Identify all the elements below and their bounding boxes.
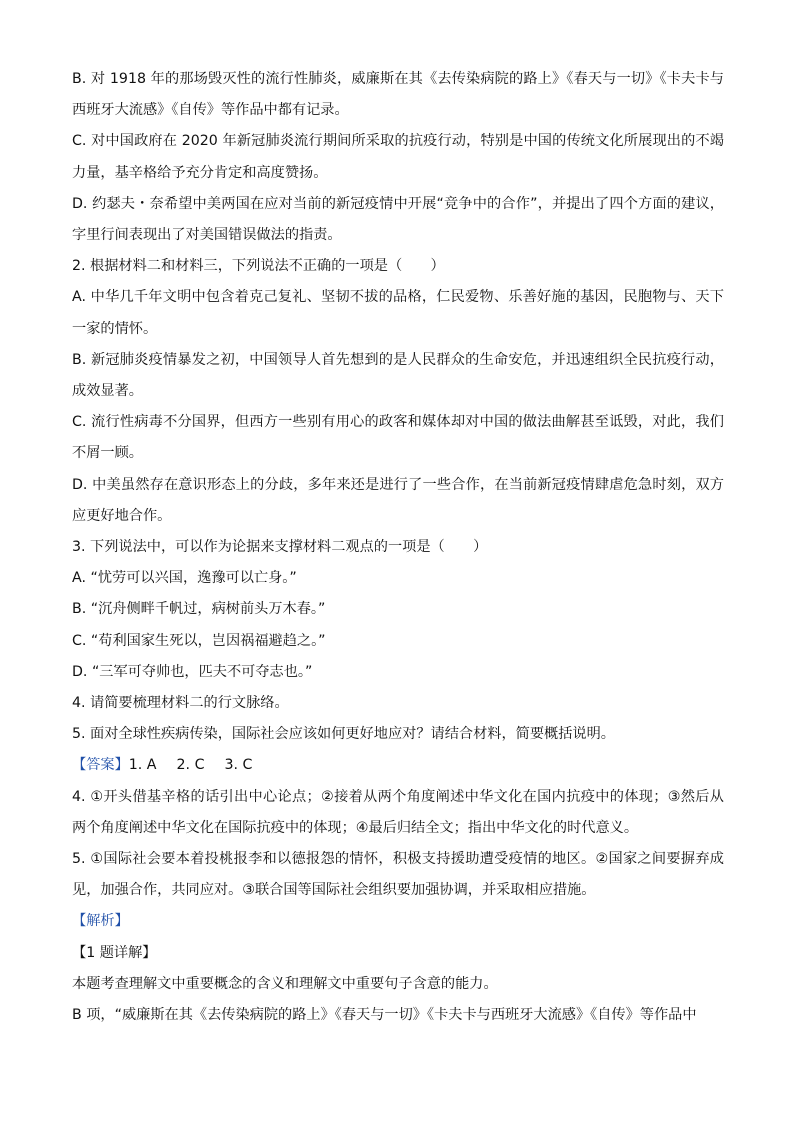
q1-option-d: D. 约瑟夫・奈希望中美两国在应对当前的新冠疫情中开展“竞争中的合作”，并提出了四个方面的建议，字里行间表现出了对美国错误做法的指责。: [72, 195, 724, 244]
q2-option-d: D. 中美虽然存在意识形态上的分歧，多年来还是进行了一些合作，在当前新冠疫情肆虐危急时刻，双方应更好地合作。: [72, 476, 724, 524]
question-3: 3. 下列说法中，可以作为论据来支撑材料二观点的一项是（ ）: [72, 539, 488, 556]
q1-option-c: C. 对中国政府在 2020 年新冠肺炎流行期间所采取的抗疫行动，特别是中国的传统文化所展现出的不竭力量，基辛格给予充分肯定和高度赞扬。: [72, 133, 724, 181]
q2-option-b: B. 新冠肺炎疫情暴发之初，中国领导人首先想到的是人民群众的生命安危，并迅速组织全民抗疫行动，成效显著。: [72, 351, 724, 400]
answer-item-1: 1. A: [128, 757, 157, 774]
q1-option-b: B. 对 1918 年的那场毁灭性的流行性肺炎，威廉斯在其《去传染病院的路上》《春天与一切》《卡夫卡与西班牙大流感》《自传》等作品中都有记录。: [72, 71, 724, 119]
q3-option-d: D. “三军可夺帅也，匹夫不可夺志也。”: [72, 663, 313, 680]
answer-label: 【答案】: [72, 757, 129, 774]
answer-q5: 5. ①国际社会要本着投桃报李和以德报怨的情怀，积极支持援助遭受疫情的地区。②国家之间要摒弃成见，加强合作，共同应对。③联合国等国际社会组织要加强协调，并采取相应措施。: [72, 851, 724, 899]
detail-label: 【1 题详解】: [72, 944, 157, 961]
analysis-label: 【解析】: [72, 913, 129, 930]
q2-option-c: C. 流行性病毒不分国界，但西方一些别有用心的政客和媒体却对中国的做法曲解甚至诋毁，对此，我们不屑一顾。: [72, 414, 724, 462]
q3-option-b: B. “沉舟侧畔千帆过，病树前头万木春。”: [72, 601, 326, 618]
q2-option-a: A. 中华几千年文明中包含着克己复礼、坚韧不拔的品格，仁民爱物、乐善好施的基因，民胞物与、天下一家的情怀。: [72, 289, 724, 337]
answer-line: [72, 750, 724, 781]
question-4: 4. 请简要梳理材料二的行文脉络。: [72, 695, 289, 712]
detail-b: B 项，“威廉斯在其《去传染病院的路上》《春天与一切》《卡夫卡与西班牙大流感》《自传》等作品中: [72, 1007, 697, 1024]
document-body: [72, 64, 724, 1031]
answer-q4: 4. ①开头借基辛格的话引出中心论点；②接着从两个角度阐述中华文化在国内抗疫中的体现；③然后从两个角度阐述中华文化在国际抗疫中的体现；④最后归结全文；指出中华文化的时代意义。: [72, 788, 724, 836]
answer-item-2: 2. C: [176, 757, 205, 774]
q3-option-a: A. “忧劳可以兴国，逸豫可以亡身。”: [72, 570, 297, 587]
q3-option-c: C. “苟利国家生死以，岂因祸福避趋之。”: [72, 632, 326, 649]
question-5: 5. 面对全球性疾病传染，国际社会应该如何更好地应对？请结合材料，简要概括说明。: [72, 726, 615, 743]
answer-item-3: 3. C: [224, 757, 253, 774]
question-2: 2. 根据材料二和材料三，下列说法不正确的一项是（ ）: [72, 258, 445, 275]
detail-intro: 本题考查理解文中重要概念的含义和理解文中重要句子含意的能力。: [72, 975, 498, 992]
